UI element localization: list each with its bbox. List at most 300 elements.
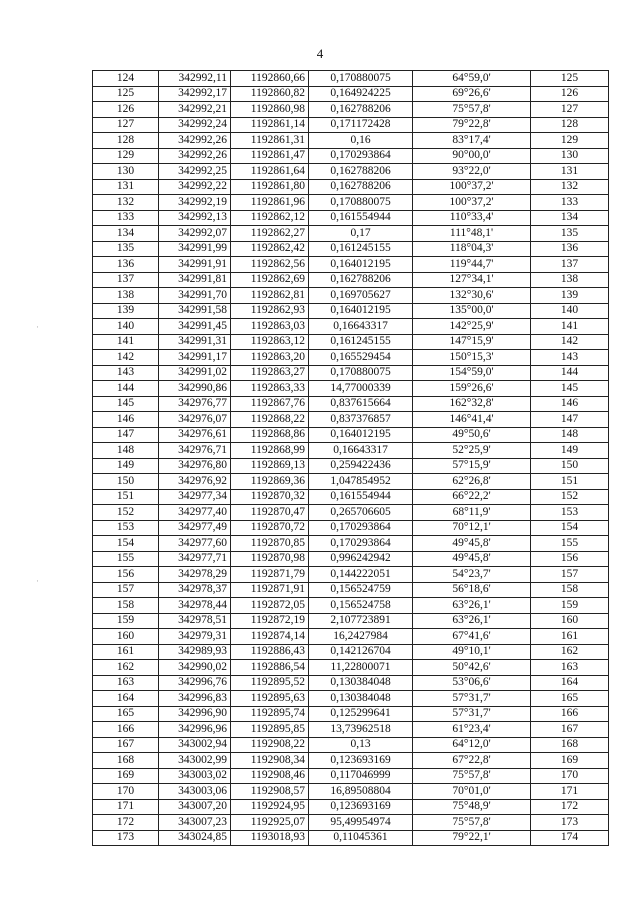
angle-cell: 75°57,8' [413, 815, 531, 831]
next-point-cell: 135 [531, 226, 609, 242]
next-point-cell: 146 [531, 396, 609, 412]
distance-cell: 0,170880075 [309, 195, 413, 211]
y-coordinate-cell: 1192924,95 [231, 799, 309, 815]
x-coordinate-cell: 342989,93 [159, 644, 231, 660]
angle-cell: 57°15,9' [413, 458, 531, 474]
point-number-cell: 159 [93, 613, 159, 629]
x-coordinate-cell: 342992,26 [159, 148, 231, 164]
next-point-cell: 150 [531, 458, 609, 474]
table-row [93, 505, 609, 521]
x-coordinate-cell: 342976,77 [159, 396, 231, 412]
x-coordinate-cell: 343003,06 [159, 784, 231, 800]
distance-cell: 0,162788206 [309, 179, 413, 195]
distance-cell: 0,123693169 [309, 799, 413, 815]
point-number-cell: 127 [93, 117, 159, 133]
distance-cell: 0,170880075 [309, 365, 413, 381]
point-number-cell: 169 [93, 768, 159, 784]
angle-cell: 100°37,2' [413, 179, 531, 195]
x-coordinate-cell: 342977,60 [159, 536, 231, 552]
angle-cell: 142°25,9' [413, 319, 531, 335]
y-coordinate-cell: 1192868,99 [231, 443, 309, 459]
y-coordinate-cell: 1192862,69 [231, 272, 309, 288]
x-coordinate-cell: 342992,25 [159, 164, 231, 180]
table-row [93, 520, 609, 536]
y-coordinate-cell: 1192863,20 [231, 350, 309, 366]
angle-cell: 68°11,9' [413, 505, 531, 521]
x-coordinate-cell: 342992,26 [159, 133, 231, 149]
point-number-cell: 154 [93, 536, 159, 552]
x-coordinate-cell: 342992,22 [159, 179, 231, 195]
point-number-cell: 145 [93, 396, 159, 412]
point-number-cell: 132 [93, 195, 159, 211]
angle-cell: 54°23,7' [413, 567, 531, 583]
next-point-cell: 148 [531, 427, 609, 443]
table-row [93, 164, 609, 180]
table-row [93, 675, 609, 691]
x-coordinate-cell: 342976,71 [159, 443, 231, 459]
x-coordinate-cell: 342992,19 [159, 195, 231, 211]
next-point-cell: 138 [531, 272, 609, 288]
y-coordinate-cell: 1192861,80 [231, 179, 309, 195]
table-row [93, 241, 609, 257]
point-number-cell: 171 [93, 799, 159, 815]
y-coordinate-cell: 1192860,66 [231, 71, 309, 87]
distance-cell: 0,170293864 [309, 148, 413, 164]
x-coordinate-cell: 342992,11 [159, 71, 231, 87]
next-point-cell: 142 [531, 334, 609, 350]
distance-cell: 11,22800071 [309, 660, 413, 676]
next-point-cell: 164 [531, 675, 609, 691]
next-point-cell: 158 [531, 582, 609, 598]
distance-cell: 0,265706605 [309, 505, 413, 521]
angle-cell: 154°59,0' [413, 365, 531, 381]
distance-cell: 0,169705627 [309, 288, 413, 304]
distance-cell: 0,161245155 [309, 241, 413, 257]
y-coordinate-cell: 1192872,05 [231, 598, 309, 614]
next-point-cell: 149 [531, 443, 609, 459]
next-point-cell: 167 [531, 722, 609, 738]
table-row [93, 86, 609, 102]
y-coordinate-cell: 1192872,19 [231, 613, 309, 629]
y-coordinate-cell: 1192886,54 [231, 660, 309, 676]
x-coordinate-cell: 342992,21 [159, 102, 231, 118]
distance-cell: 14,77000339 [309, 381, 413, 397]
y-coordinate-cell: 1192895,63 [231, 691, 309, 707]
next-point-cell: 143 [531, 350, 609, 366]
table-row [93, 210, 609, 226]
distance-cell: 0,161554944 [309, 210, 413, 226]
angle-cell: 49°45,8' [413, 536, 531, 552]
table-row [93, 784, 609, 800]
y-coordinate-cell: 1192870,47 [231, 505, 309, 521]
angle-cell: 62°26,8' [413, 474, 531, 490]
y-coordinate-cell: 1192867,76 [231, 396, 309, 412]
y-coordinate-cell: 1192863,03 [231, 319, 309, 335]
table-row [93, 629, 609, 645]
table-row [93, 799, 609, 815]
table-row [93, 830, 609, 846]
coordinates-table-body [93, 71, 609, 846]
next-point-cell: 163 [531, 660, 609, 676]
point-number-cell: 149 [93, 458, 159, 474]
x-coordinate-cell: 342992,24 [159, 117, 231, 133]
table-row [93, 427, 609, 443]
x-coordinate-cell: 342996,96 [159, 722, 231, 738]
y-coordinate-cell: 1192861,14 [231, 117, 309, 133]
x-coordinate-cell: 342990,86 [159, 381, 231, 397]
x-coordinate-cell: 342991,02 [159, 365, 231, 381]
y-coordinate-cell: 1192871,91 [231, 582, 309, 598]
y-coordinate-cell: 1192862,56 [231, 257, 309, 273]
angle-cell: 69°26,6' [413, 86, 531, 102]
distance-cell: 2,107723891 [309, 613, 413, 629]
y-coordinate-cell: 1192862,81 [231, 288, 309, 304]
next-point-cell: 126 [531, 86, 609, 102]
point-number-cell: 156 [93, 567, 159, 583]
point-number-cell: 153 [93, 520, 159, 536]
next-point-cell: 151 [531, 474, 609, 490]
x-coordinate-cell: 342978,51 [159, 613, 231, 629]
x-coordinate-cell: 342991,81 [159, 272, 231, 288]
angle-cell: 49°50,6' [413, 427, 531, 443]
next-point-cell: 170 [531, 768, 609, 784]
distance-cell: 0,144222051 [309, 567, 413, 583]
next-point-cell: 154 [531, 520, 609, 536]
x-coordinate-cell: 342977,34 [159, 489, 231, 505]
table-row [93, 737, 609, 753]
y-coordinate-cell: 1192870,32 [231, 489, 309, 505]
x-coordinate-cell: 342992,17 [159, 86, 231, 102]
angle-cell: 75°57,8' [413, 102, 531, 118]
x-coordinate-cell: 342990,02 [159, 660, 231, 676]
angle-cell: 159°26,6' [413, 381, 531, 397]
distance-cell: 0,13 [309, 737, 413, 753]
x-coordinate-cell: 342978,44 [159, 598, 231, 614]
next-point-cell: 139 [531, 288, 609, 304]
point-number-cell: 155 [93, 551, 159, 567]
angle-cell: 146°41,4' [413, 412, 531, 428]
y-coordinate-cell: 1192861,47 [231, 148, 309, 164]
angle-cell: 119°44,7' [413, 257, 531, 273]
x-coordinate-cell: 342991,58 [159, 303, 231, 319]
angle-cell: 83°17,4' [413, 133, 531, 149]
angle-cell: 70°12,1' [413, 520, 531, 536]
distance-cell: 0,130384048 [309, 691, 413, 707]
angle-cell: 67°41,6' [413, 629, 531, 645]
next-point-cell: 137 [531, 257, 609, 273]
x-coordinate-cell: 342978,37 [159, 582, 231, 598]
y-coordinate-cell: 1192861,96 [231, 195, 309, 211]
next-point-cell: 144 [531, 365, 609, 381]
point-number-cell: 140 [93, 319, 159, 335]
y-coordinate-cell: 1192862,27 [231, 226, 309, 242]
scan-mark: · [36, 576, 39, 586]
y-coordinate-cell: 1192908,46 [231, 768, 309, 784]
x-coordinate-cell: 342996,76 [159, 675, 231, 691]
y-coordinate-cell: 1192908,57 [231, 784, 309, 800]
table-row [93, 396, 609, 412]
point-number-cell: 144 [93, 381, 159, 397]
y-coordinate-cell: 1192925,07 [231, 815, 309, 831]
point-number-cell: 126 [93, 102, 159, 118]
point-number-cell: 124 [93, 71, 159, 87]
distance-cell: 0,161245155 [309, 334, 413, 350]
table-row [93, 598, 609, 614]
next-point-cell: 159 [531, 598, 609, 614]
point-number-cell: 148 [93, 443, 159, 459]
point-number-cell: 128 [93, 133, 159, 149]
y-coordinate-cell: 1192863,33 [231, 381, 309, 397]
point-number-cell: 166 [93, 722, 159, 738]
point-number-cell: 151 [93, 489, 159, 505]
x-coordinate-cell: 342977,71 [159, 551, 231, 567]
angle-cell: 52°25,9' [413, 443, 531, 459]
angle-cell: 79°22,8' [413, 117, 531, 133]
distance-cell: 0,156524758 [309, 598, 413, 614]
point-number-cell: 146 [93, 412, 159, 428]
next-point-cell: 125 [531, 71, 609, 87]
point-number-cell: 165 [93, 706, 159, 722]
next-point-cell: 136 [531, 241, 609, 257]
next-point-cell: 147 [531, 412, 609, 428]
y-coordinate-cell: 1192862,42 [231, 241, 309, 257]
y-coordinate-cell: 1192863,12 [231, 334, 309, 350]
y-coordinate-cell: 1192869,13 [231, 458, 309, 474]
table-row [93, 272, 609, 288]
next-point-cell: 171 [531, 784, 609, 800]
y-coordinate-cell: 1192870,85 [231, 536, 309, 552]
table-row [93, 443, 609, 459]
next-point-cell: 168 [531, 737, 609, 753]
distance-cell: 0,837615664 [309, 396, 413, 412]
table-row [93, 768, 609, 784]
table-row [93, 365, 609, 381]
x-coordinate-cell: 342992,13 [159, 210, 231, 226]
y-coordinate-cell: 1192863,27 [231, 365, 309, 381]
next-point-cell: 153 [531, 505, 609, 521]
next-point-cell: 162 [531, 644, 609, 660]
next-point-cell: 172 [531, 799, 609, 815]
distance-cell: 0,17 [309, 226, 413, 242]
angle-cell: 127°34,1' [413, 272, 531, 288]
angle-cell: 53°06,6' [413, 675, 531, 691]
x-coordinate-cell: 342979,31 [159, 629, 231, 645]
next-point-cell: 140 [531, 303, 609, 319]
table-row [93, 815, 609, 831]
table-row [93, 644, 609, 660]
angle-cell: 57°31,7' [413, 706, 531, 722]
table-row [93, 257, 609, 273]
y-coordinate-cell: 1192874,14 [231, 629, 309, 645]
table-row [93, 303, 609, 319]
distance-cell: 0,130384048 [309, 675, 413, 691]
table-row [93, 582, 609, 598]
distance-cell: 13,73962518 [309, 722, 413, 738]
table-row [93, 660, 609, 676]
distance-cell: 0,170293864 [309, 520, 413, 536]
point-number-cell: 139 [93, 303, 159, 319]
distance-cell: 0,156524759 [309, 582, 413, 598]
angle-cell: 57°31,7' [413, 691, 531, 707]
angle-cell: 135°00,0' [413, 303, 531, 319]
x-coordinate-cell: 343007,20 [159, 799, 231, 815]
x-coordinate-cell: 342991,70 [159, 288, 231, 304]
next-point-cell: 129 [531, 133, 609, 149]
angle-cell: 67°22,8' [413, 753, 531, 769]
point-number-cell: 141 [93, 334, 159, 350]
distance-cell: 0,161554944 [309, 489, 413, 505]
y-coordinate-cell: 1192868,22 [231, 412, 309, 428]
table-row [93, 117, 609, 133]
point-number-cell: 161 [93, 644, 159, 660]
point-number-cell: 138 [93, 288, 159, 304]
next-point-cell: 166 [531, 706, 609, 722]
x-coordinate-cell: 342996,83 [159, 691, 231, 707]
next-point-cell: 156 [531, 551, 609, 567]
angle-cell: 49°10,1' [413, 644, 531, 660]
angle-cell: 75°48,9' [413, 799, 531, 815]
next-point-cell: 165 [531, 691, 609, 707]
x-coordinate-cell: 342991,99 [159, 241, 231, 257]
x-coordinate-cell: 342976,61 [159, 427, 231, 443]
table-row [93, 319, 609, 335]
angle-cell: 64°12,0' [413, 737, 531, 753]
point-number-cell: 170 [93, 784, 159, 800]
point-number-cell: 164 [93, 691, 159, 707]
x-coordinate-cell: 342977,40 [159, 505, 231, 521]
y-coordinate-cell: 1192860,98 [231, 102, 309, 118]
distance-cell: 0,164012195 [309, 303, 413, 319]
y-coordinate-cell: 1192908,22 [231, 737, 309, 753]
point-number-cell: 143 [93, 365, 159, 381]
next-point-cell: 132 [531, 179, 609, 195]
table-row [93, 474, 609, 490]
x-coordinate-cell: 343002,99 [159, 753, 231, 769]
table-row [93, 691, 609, 707]
table-row [93, 148, 609, 164]
x-coordinate-cell: 343003,02 [159, 768, 231, 784]
x-coordinate-cell: 343002,94 [159, 737, 231, 753]
table-row [93, 567, 609, 583]
table-row [93, 381, 609, 397]
point-number-cell: 163 [93, 675, 159, 691]
x-coordinate-cell: 342991,45 [159, 319, 231, 335]
distance-cell: 0,11045361 [309, 830, 413, 846]
table-row [93, 102, 609, 118]
point-number-cell: 136 [93, 257, 159, 273]
point-number-cell: 168 [93, 753, 159, 769]
x-coordinate-cell: 342991,31 [159, 334, 231, 350]
next-point-cell: 134 [531, 210, 609, 226]
next-point-cell: 157 [531, 567, 609, 583]
distance-cell: 0,123693169 [309, 753, 413, 769]
table-row [93, 71, 609, 87]
angle-cell: 75°57,8' [413, 768, 531, 784]
distance-cell: 16,89508804 [309, 784, 413, 800]
table-row [93, 551, 609, 567]
distance-cell: 0,16 [309, 133, 413, 149]
y-coordinate-cell: 1192861,64 [231, 164, 309, 180]
distance-cell: 0,259422436 [309, 458, 413, 474]
x-coordinate-cell: 342976,92 [159, 474, 231, 490]
y-coordinate-cell: 1193018,93 [231, 830, 309, 846]
table-row [93, 412, 609, 428]
distance-cell: 0,16643317 [309, 319, 413, 335]
point-number-cell: 125 [93, 86, 159, 102]
y-coordinate-cell: 1192895,52 [231, 675, 309, 691]
point-number-cell: 147 [93, 427, 159, 443]
table-row [93, 489, 609, 505]
point-number-cell: 172 [93, 815, 159, 831]
distance-cell: 0,164012195 [309, 427, 413, 443]
coordinates-table [92, 70, 609, 846]
distance-cell: 0,117046999 [309, 768, 413, 784]
point-number-cell: 129 [93, 148, 159, 164]
distance-cell: 16,2427984 [309, 629, 413, 645]
angle-cell: 147°15,9' [413, 334, 531, 350]
next-point-cell: 174 [531, 830, 609, 846]
angle-cell: 100°37,2' [413, 195, 531, 211]
x-coordinate-cell: 342976,80 [159, 458, 231, 474]
angle-cell: 64°59,0' [413, 71, 531, 87]
table-row [93, 613, 609, 629]
next-point-cell: 160 [531, 613, 609, 629]
y-coordinate-cell: 1192862,93 [231, 303, 309, 319]
point-number-cell: 158 [93, 598, 159, 614]
next-point-cell: 128 [531, 117, 609, 133]
point-number-cell: 160 [93, 629, 159, 645]
table-row [93, 753, 609, 769]
angle-cell: 110°33,4' [413, 210, 531, 226]
x-coordinate-cell: 342996,90 [159, 706, 231, 722]
point-number-cell: 130 [93, 164, 159, 180]
table-row [93, 722, 609, 738]
distance-cell: 0,125299641 [309, 706, 413, 722]
x-coordinate-cell: 343024,85 [159, 830, 231, 846]
distance-cell: 0,164012195 [309, 257, 413, 273]
x-coordinate-cell: 342978,29 [159, 567, 231, 583]
table-row [93, 536, 609, 552]
next-point-cell: 130 [531, 148, 609, 164]
point-number-cell: 135 [93, 241, 159, 257]
angle-cell: 49°45,8' [413, 551, 531, 567]
angle-cell: 61°23,4' [413, 722, 531, 738]
angle-cell: 63°26,1' [413, 613, 531, 629]
distance-cell: 0,170880075 [309, 71, 413, 87]
point-number-cell: 150 [93, 474, 159, 490]
table-row [93, 350, 609, 366]
point-number-cell: 162 [93, 660, 159, 676]
next-point-cell: 133 [531, 195, 609, 211]
distance-cell: 0,996242942 [309, 551, 413, 567]
angle-cell: 132°30,6' [413, 288, 531, 304]
table-row [93, 288, 609, 304]
distance-cell: 0,165529454 [309, 350, 413, 366]
scan-mark: · [36, 322, 39, 332]
point-number-cell: 157 [93, 582, 159, 598]
next-point-cell: 127 [531, 102, 609, 118]
y-coordinate-cell: 1192886,43 [231, 644, 309, 660]
distance-cell: 0,162788206 [309, 164, 413, 180]
angle-cell: 70°01,0' [413, 784, 531, 800]
next-point-cell: 155 [531, 536, 609, 552]
point-number-cell: 167 [93, 737, 159, 753]
table-row [93, 334, 609, 350]
y-coordinate-cell: 1192860,82 [231, 86, 309, 102]
distance-cell: 0,170293864 [309, 536, 413, 552]
next-point-cell: 145 [531, 381, 609, 397]
y-coordinate-cell: 1192895,74 [231, 706, 309, 722]
